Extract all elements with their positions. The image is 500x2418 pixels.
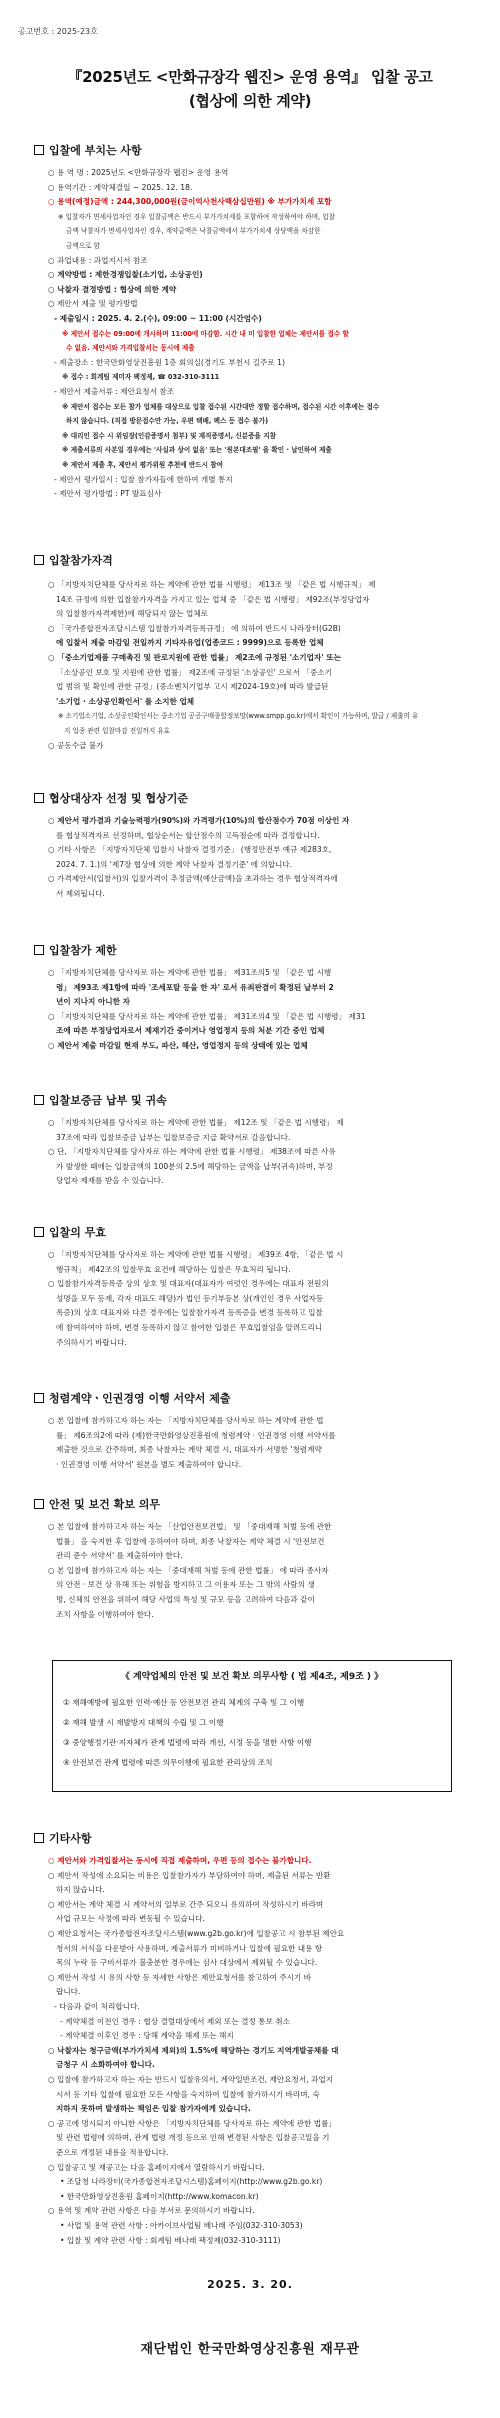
notice-line: ※ 입찰자가 면세사업자인 경우 입찰금액은 반드시 부가가치세를 포함하여 작성하여야 하며, 입찰 [58, 212, 335, 221]
notice-line: ○ 용역기간 : 계약체결일 ~ 2025. 12. 18. [48, 182, 193, 192]
notice-line: 금청구 시 소화하여야 합니다. [56, 2060, 155, 2070]
notice-line: ○ 제안서 제출 마감일 현재 부도, 파산, 해산, 영업정지 등의 상태에 있는 업체 [48, 1041, 308, 1050]
notice-line: ※ 소기업소기업, 소상공인확인서는 중소기업 공공구매종합정보망(www.smpp.go.kr)에서 확인이 가능하며, 발급 / 제출의 유 [58, 712, 419, 721]
notice-line: 청서의 서식을 다운받아 사용하며, 제출서류가 미비하거나 입찰에 필요한 내용 항 [56, 1943, 323, 1953]
notice-line: ○ 낙찰자 결정방법 : 협상에 의한 계약 [48, 284, 177, 294]
notice-line: · 인권경영 이행 서약서' 원본을 별도 제출하여야 합니다. [56, 1459, 242, 1469]
notice-line: ○ 낙찰자는 청구금액(부가가치세 제외)의 1.5%에 해당하는 경기도 지역개발공채를 대 [48, 2045, 339, 2055]
notice-line: 지하지 못하여 발생하는 책임은 입찰 참가자에게 있습니다. [56, 2104, 251, 2114]
notice-line: 법률」 을 숙지한 후 입찰에 응하여야 하며, 최종 낙찰자는 계약 체결 시 '안전보건 [56, 1536, 325, 1546]
notice-line: - 제안서 제출서류 : 제안요청서 참조 [54, 387, 175, 396]
section-heading [34, 1092, 167, 1108]
safety-item: ③ 중앙행정기관·지자체가 관계 법령에 따라 개선, 시정 등을 명한 사항 이행 [63, 1738, 312, 1747]
notice-line: 에 입찰서 제출 마감일 전일까지 기타자유업(업종코드 : 9999)으로 등록한 업체 [56, 638, 324, 648]
notice-line: - 다음과 같이 처리합니다. [54, 2002, 140, 2011]
notice-line: ○ 가격제안서(입찰서)의 입찰가격이 추정금액(예산금액)을 초과하는 경우 협상적격자에 [48, 874, 338, 884]
section-title: 입찰참가 제한 [49, 944, 117, 957]
notice-line: ○ 제안서와 가격입찰서는 동시에 직접 제출하며, 우편 등의 접수는 불가합니다. [48, 1856, 312, 1865]
notice-line: ○ 「지방자치단체를 당사자로 하는 계약에 관한 법률」 제12조 및 「같은 법 시행령」 제 [48, 1118, 344, 1127]
notice-line: - 계약체결 이후인 경우 : 당해 계약을 해제 또는 해지 [60, 2031, 234, 2041]
notice-line: ○ 제안서 제출 및 평가방법 [48, 299, 138, 309]
notice-line: ○ 제안요청서는 국가종합전자조달시스템(www.g2b.go.kr)에 입찰공고 시 참부된 제안요 [48, 1929, 345, 1938]
checkbox-square-icon [34, 145, 44, 155]
checkbox-square-icon [34, 793, 44, 803]
checkbox-square-icon [34, 1833, 44, 1843]
notice-line: 준으로 개정된 내용을 적용합니다. [56, 2148, 169, 2157]
section-heading [34, 1390, 231, 1406]
notice-line: ○ 제안서 작성 시 유의 사항 등 자세한 사항은 제안요청서를 참고하여 주시기 바 [48, 1972, 311, 1982]
notice-line: ○ 입찰에 참가하고자 하는 자는 반드시 입찰유의서, 계약일반조건, 제안요청서, 과업지 [48, 2075, 333, 2084]
section-title: 협상대상자 선정 및 협상기준 [49, 792, 188, 805]
notice-line: ○ 본 입찰에 참가하고자 하는 자는 「산업안전보건법」 및 「중대재해 처벌 등에 관한 [48, 1522, 332, 1531]
checkbox-square-icon [34, 555, 44, 565]
notice-line: 지 업종 관련 입찰마감 전일까지 유효 [64, 727, 171, 735]
notice-line: ○ 제안서 작성에 소요되는 비용은 입찰참가자가 부담하여야 하며, 제출된 서류는 반환 [48, 1870, 331, 1880]
notice-line: 하지 않습니다. [56, 1885, 105, 1895]
notice-line: ○ 공동수급 불가 [48, 740, 104, 750]
notice-line: ○ 공고에 명시되지 아니한 사항은 「지방자치단체를 당사자로 하는 계약에 관한 법률」 [48, 2118, 337, 2128]
notice-line: ※ 제출서류의 사본일 경우에는 '사실과 상이 없음' 또는 '원본대조필' 을 확인 · 날인하여 제출 [62, 446, 332, 455]
notice-line: 사업 규모는 사정에 따라 변동될 수 있습니다. [56, 1914, 205, 1924]
section-title: 입찰보증금 납부 및 귀속 [49, 1094, 167, 1107]
notice-line: ○ 단, 「지방자치단체를 당사자로 하는 계약에 관한 법률 시행령」 제38조에 따른 사유 [48, 1147, 336, 1157]
notice-line: ○ 제안서는 계약 체결 시 계약서의 일부로 간주 되오니 유의하여 작성하시기 바라며 [48, 1899, 324, 1909]
section-heading [34, 1496, 160, 1512]
notice-line: 조에 따른 부정당업자로서 제재기간 중이거나 영업정지 등의 처분 기간 중인 업체 [56, 1026, 325, 1036]
notice-line: ○ 과업내용 : 과업지시서 참조 [48, 255, 148, 265]
notice-line: '소기업 · 소상공인확인서' 를 소지한 업체 [56, 696, 195, 706]
notice-line: 37조에 따라 입찰보증금 납부는 입찰보증금 지급 확약서로 갈음합니다. [56, 1132, 291, 1142]
notice-line: 성명을 모두 등재, 각자 대표도 해당)가 법인 등기부등본 상(개인인 경우 사업자등 [56, 1293, 324, 1303]
notice-line: ○ 본 입찰에 참가하고자 하는 자는 「지방자치단체를 당사자로 하는 계약에 관한 법 [48, 1416, 324, 1425]
notice-line: ○ 입찰참가자격등록증 상의 상호 및 대표자(대표자가 여럿인 경우에는 대표자 전원의 [48, 1279, 329, 1289]
notice-line: 행규칙」 제42조의 입찰무효 요건에 해당하는 입찰은 무효처리 됩니다. [56, 1264, 291, 1274]
section-heading [34, 942, 117, 958]
notice-line: • 사업 및 용역 관련 사항 : 아카이브사업팀 배나래 주임(032-310-3053) [60, 2221, 303, 2230]
notice-line: 에 참여하여야 하며, 변경 등록하지 않고 참여한 입찰은 무효입찰임을 알려드리니 [56, 1323, 323, 1332]
section-title: 청렴계약ㆍ인권경영 이행 서약서 제출 [49, 1392, 231, 1405]
notice-line: - 제출장소 : 한국만화영상진흥원 1층 회의실(경기도 부천시 길주로 1) [54, 357, 285, 367]
notice-line: - 제안서 평가방법 : PT 발표심사 [54, 489, 162, 499]
notice-line: 목의 누락 등 구비서류가 불충분한 경우에는 심사 대상에서 제외될 수 있습니다. [56, 1958, 318, 1968]
notice-line: • 조달청 나라장터(국가종합전자조달시스템)홈페이지(http://www.g2b.go.kr) [60, 2177, 323, 2187]
checkbox-square-icon [34, 1393, 44, 1403]
notice-line: 및 관련 법령에 의하며, 관계 법령 개정 등으로 인해 변경된 사항은 입찰공고일을 기 [56, 2133, 330, 2143]
safety-item: ④ 안전보건 관계 법령에 따른 의무이행에 필요한 관리상의 조치 [63, 1758, 273, 1767]
section-title: 입찰의 무효 [49, 1226, 106, 1239]
notice-line: ※ 제안서 제출 후, 제안서 평가위원 추천에 반드시 참여 [62, 461, 224, 469]
notice-line: 업 범위 및 확인에 관한 규정」(중소벤처기업부 고시 제2024-19호)에 따라 발급된 [56, 682, 329, 692]
notice-line: ※ 대리인 접수 시 위임장(인감증명서 첨부) 및 재직증명서, 신분증을 지참 [62, 431, 276, 440]
notice-line: • 한국만화영상진흥원 홈페이지(http://www.komacon.kr) [60, 2191, 259, 2201]
notice-line: 금액 낙찰자가 면세사업자인 경우, 계약금액은 낙찰금액에서 부가가치세 상당액을 차감한 [66, 227, 321, 236]
notice-number: 공고번호 : 2025-23호 [18, 27, 98, 36]
notice-line: 관리 준수 서약서' 를 제출하여야 한다. [56, 1551, 183, 1561]
notice-line: 의 입찰참가자격제한)에 해당되지 않는 업체로 [56, 609, 208, 619]
notice-line: - 계약체결 이전인 경우 : 협상 결렬대상에서 제외 또는 결정 통보 취소 [60, 2016, 290, 2026]
checkbox-square-icon [34, 945, 44, 955]
notice-line: 의 안전 · 보건 상 유해 또는 위험을 방지하고 그 이용자 또는 그 밖의 사람의 생 [56, 1580, 315, 1590]
notice-line: ○ 용역 및 계약 관련 사항은 다음 부서로 문의하시기 바랍니다. [48, 2206, 255, 2216]
notice-line: 록증)의 상호 대표자와 다른 경우에는 입찰참가자격 등록증을 변경 등록하고 입찰 [56, 1308, 323, 1318]
notice-date: 2025. 3. 20. [207, 2278, 293, 2291]
notice-line: ○ 「지방자치단체를 당사자로 하는 계약에 관한 법률 시행령」 제39조 4항, 「같은 법 시 [48, 1250, 344, 1259]
section-heading [34, 1224, 106, 1240]
notice-line: ○ 「지방자치단체를 당사자로 하는 계약에 관한 법률」 제31조의5 및 「같은 법 시행 [48, 968, 332, 977]
notice-line: 2024. 7. 1.)의 '제7장 협상에 의한 계약 낙찰자 결정기준' 에 의합니다. [56, 859, 293, 869]
notice-line: 하지 않습니다. (직접 방문접수만 가능, 우편 택배, 팩스 등 접수 불가) [66, 417, 269, 426]
checkbox-square-icon [34, 1095, 44, 1105]
section-title: 기타사항 [49, 1832, 92, 1845]
safety-item: ② 재해 발생 시 재발방지 대책의 수립 및 그 이행 [63, 1718, 224, 1727]
checkbox-square-icon [34, 1499, 44, 1509]
section-heading [34, 790, 188, 806]
section-heading [34, 552, 113, 568]
notice-line: ※ 접수 : 회계팀 제미자 팩정제, ☎ 032-310-3111 [62, 373, 220, 382]
notice-title: 『2025년도 <만화규장각 웹진> 운영 용역』 입찰 공고 [67, 68, 433, 86]
notice-line: 률」 제6조의2에 따라 (재)한국만화영상진흥원에 청렴계약 · 인권경영 이행 서약서를 [56, 1430, 336, 1440]
section-title: 입찰참가자격 [49, 554, 113, 567]
notice-line: 당업자 제재를 받을 수 있습니다. [56, 1176, 164, 1186]
notice-line: - 제안서 평가일시 : 입찰 참가자들에 한하여 개별 통지 [54, 474, 233, 484]
safety-box-title: 《 계약업체의 안전 및 보건 확보 의무사항 ( 법 제4조, 제9조 ) 》 [120, 1672, 384, 1682]
section-title: 안전 및 보건 확보 의무 [49, 1498, 160, 1511]
notice-line: ○ 계약방법 : 제한경쟁입찰(소기업, 소상공인) [48, 270, 203, 280]
notice-line: 년이 지나지 아니한 자 [56, 997, 130, 1007]
notice-line: 령」 제93조 제1항에 따라 '조세포탈 등을 한 자' 로서 유죄판결이 확정된 날부터 2 [56, 982, 334, 992]
notice-line: ○ 입찰공고 및 재공고는 다음 홈페이지에서 열람하시기 바랍니다. [48, 2162, 265, 2172]
notice-line: 금액으로 함 [66, 242, 100, 250]
section-title: 입찰에 부치는 사항 [49, 144, 142, 157]
safety-obligations-box [52, 1660, 452, 1792]
notice-line: ※ 제안서 접수는 모든 참가 업체를 대상으로 입찰 접수된 시간대만 정할 접수하며, 접수된 시간 이후에는 접수 [62, 402, 380, 411]
notice-line: ※ 제안서 접수는 09:00에 개시하며 11:00에 마감함. 시간 내 미 입찰한 업체는 제안서를 접수 할 [62, 329, 349, 338]
issuing-organization: 재단법인 한국만화영상진흥원 재무관 [140, 2342, 360, 2357]
notice-line: ○ 「국가종합전자조달시스템 입찰참가자격등록규정」 에 의하여 반드시 나라장터(G2B) [48, 623, 341, 633]
notice-line: ○ 「지방자치단체를 당사자로 하는 계약에 관한 법률」 제31조의4 및 「같은 법 시행령」 제31 [48, 1011, 366, 1021]
notice-line: 시서 등 기타 입찰에 필요한 모든 사항을 숙지하여 입찰에 참가하시기 바라며, 숙 [56, 2089, 320, 2099]
notice-line: - 제출일시 : 2025. 4. 2.(수), 09:00 ~ 11:00 (시간엄수) [54, 314, 262, 323]
notice-line: 가 발생한 때에는 입찰금액의 100분의 2.5에 해당하는 금액을 납부(귀속)하며, 부정 [56, 1161, 333, 1171]
notice-line: 랍니다. [56, 1987, 81, 1997]
notice-line: ○ 기타 사항은 「지방자치단체 입찰시 낙찰자 결정기준」 (행정안전부 예규 제283호, [48, 845, 332, 855]
notice-line: 수 없음. 제안서와 가격입찰서는 동시에 제출 [66, 344, 195, 353]
notice-line: ○ 「중소기업제품 구매촉진 및 판로지원에 관한 법률」 제2조에 규정된 '소기업자' 또는 [48, 653, 341, 662]
notice-line: 를 협상적격자로 선정하며, 협상순서는 합산점수의 고득점순에 따라 결정합니다. [56, 830, 320, 840]
checkbox-square-icon [34, 1227, 44, 1237]
notice-line: ○ 본 입찰에 참가하고자 하는 자는 「중대재해 처벌 등에 관한 법률」 에 따라 종사자 [48, 1565, 329, 1575]
safety-item: ① 재해예방에 필요한 인력·예산 등 안전보건 관리 체계의 구축 및 그 이행 [63, 1698, 305, 1707]
notice-line: 「소상공인 보호 및 지원에 관한 법률」 제2조에 규정된 '소상공인' 으로서 「중소기 [56, 667, 332, 677]
notice-line: ○ 제안서 평가결과 기술능력평가(90%)와 가격평가(10%)의 합산점수가 70점 이상인 자 [48, 816, 350, 825]
notice-line: 조치 사항을 이행하여야 한다. [56, 1609, 154, 1619]
notice-line: 명, 신체의 안전을 위하여 해당 사업의 특성 및 규모 등을 고려하여 다음과 같이 [56, 1595, 315, 1604]
notice-line: ○ 용역(예정)금액 : 244,300,000원(금이억사천사백삼십만원) ※ 부가가치세 포함 [48, 197, 332, 207]
notice-line: 14조 규정에 의한 입찰참가자격을 가지고 있는 업체 중 「같은 법 시행령」 제92조(부정당업자 [56, 594, 370, 604]
notice-line: 주의하시기 바랍니다. [56, 1337, 127, 1347]
section-heading [34, 1830, 92, 1846]
notice-line: ○ 용 역 명 : 2025년도 <만화규장각 웹진> 운영 용역 [48, 168, 229, 177]
notice-line: 서 제외됩니다. [56, 889, 105, 898]
notice-line: 제출한 것으로 간주하며, 최종 낙찰자는 계약 체결 시, 대표자가 서명한 '청렴계약 [56, 1445, 322, 1455]
notice-line: ○ 「지방자치단체를 당사자로 하는 계약에 관한 법률 시행령」 제13조 및 「같은 법 시행규칙」 제 [48, 580, 376, 589]
section-heading [34, 142, 142, 158]
notice-line: • 입찰 및 계약 관련 사항 : 회계팀 배나래 팩정제(032-310-3111) [60, 2235, 281, 2245]
notice-subtitle: (협상에 의한 계약) [188, 92, 312, 110]
